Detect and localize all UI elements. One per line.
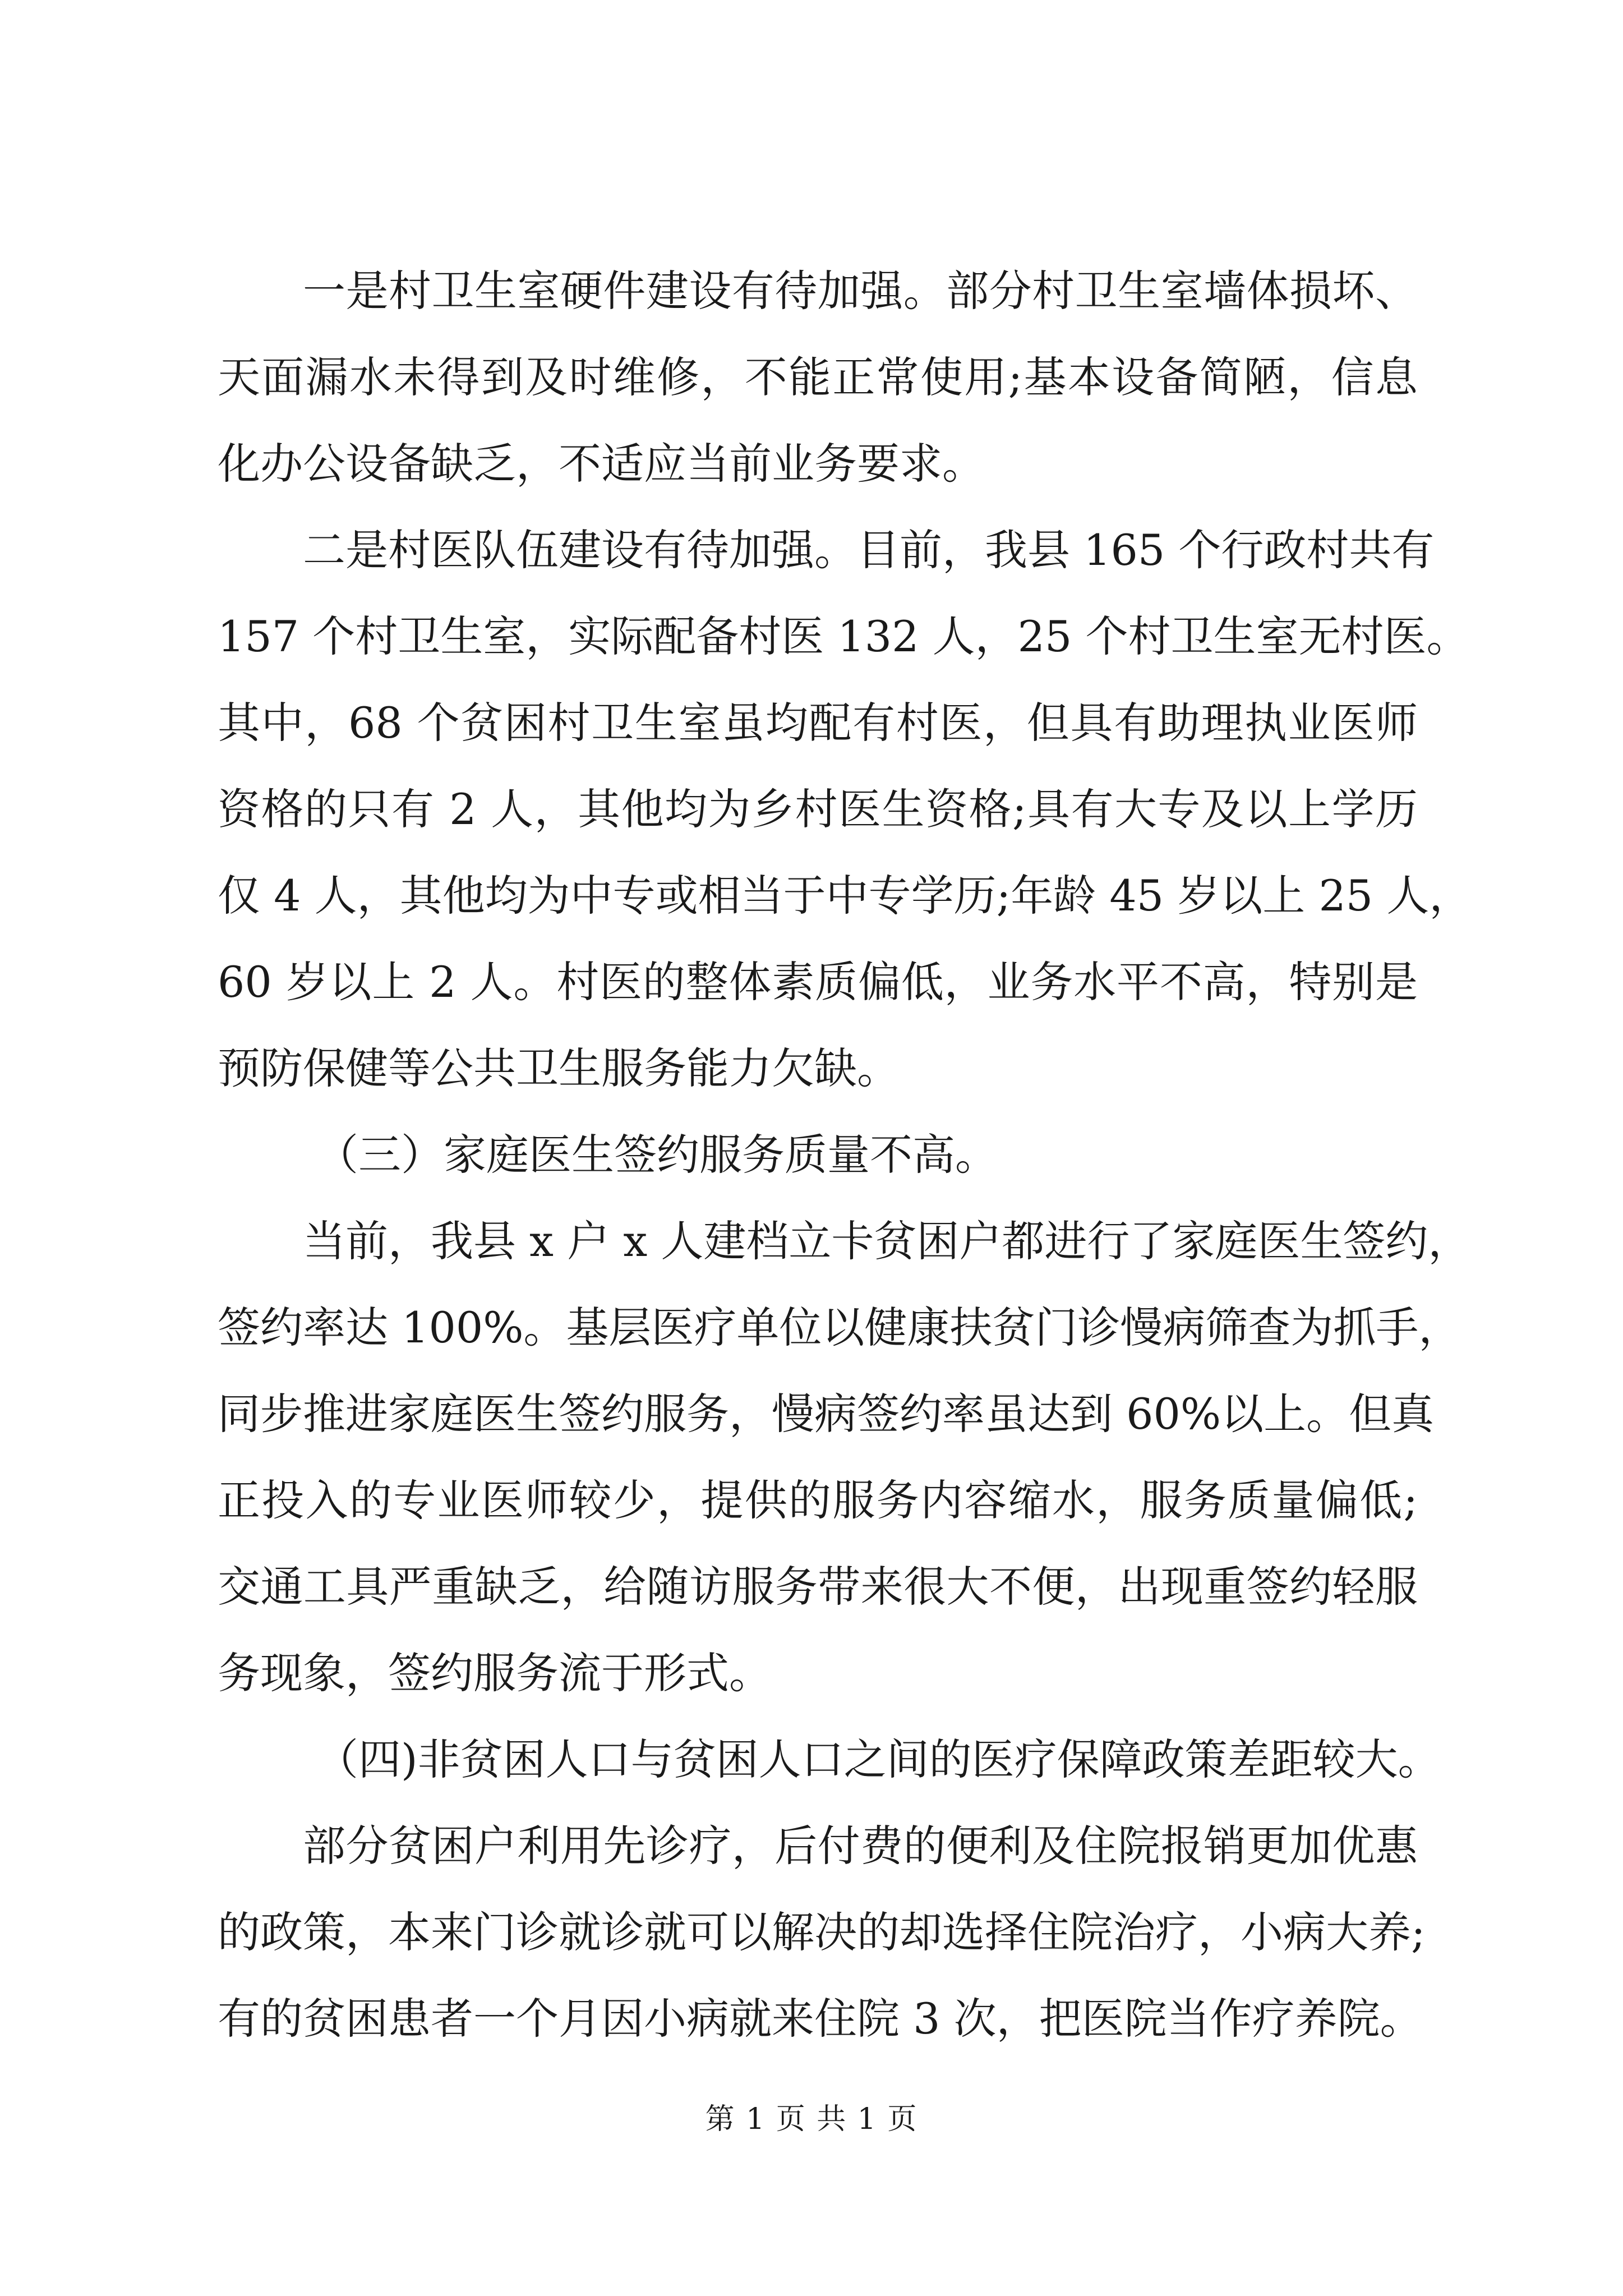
- section-heading-3: [218, 1112, 1418, 1198]
- paragraph-line: 157 个村卫生室，实际配备村医 132 人，25 个村卫生室无村医。: [218, 611, 1469, 661]
- page-number-label: 第 1 页 共 1 页: [705, 2102, 918, 2136]
- paragraph-line: 仅 4 人，其他均为中专或相当于中专学历;年龄 45 岁以上 25 人，: [218, 871, 1472, 921]
- paragraph-line: 60 岁以上 2 人。村医的整体素质偏低，业务水平不高，特别是: [218, 957, 1418, 1007]
- paragraph-3: [218, 1198, 1471, 1717]
- paragraph-line: 的政策，本来门诊就诊就可以解决的却选择住院治疗，小病大养;: [218, 1907, 1426, 1957]
- paragraph-line: 签约率达 100%。基层医疗单位以健康扶贫门诊慢病筛查为抓手，: [218, 1303, 1461, 1352]
- paragraph-line: 化办公设备缺乏，不适应当前业务要求。: [218, 439, 985, 489]
- paragraph-line: 当前，我县 x 户 x 人建档立卡贫困户都进行了家庭医生签约，: [303, 1216, 1471, 1266]
- heading-line: （四)非贫困人口与贫困人口之间的医疗保障政策差距较大。: [316, 1734, 1441, 1784]
- paragraph-2: [218, 507, 1472, 1112]
- paragraph-line: 正投入的专业医师较少，提供的服务内容缩水，服务质量偏低;: [218, 1475, 1418, 1525]
- paragraph-line: 一是村卫生室硬件建设有待加强。部分村卫生室墙体损坏、: [303, 266, 1418, 316]
- page-footer: [0, 2095, 1623, 2137]
- paragraph-line: 有的贫困患者一个月因小病就来住院 3 次，把医院当作疗养院。: [218, 1994, 1423, 2044]
- paragraph-line: 其中，68 个贫困村卫生室虽均配有村医，但具有助理执业医师: [218, 698, 1418, 748]
- paragraph-line: 资格的只有 2 人，其他均为乡村医生资格;具有大专及以上学历: [218, 784, 1418, 834]
- paragraph-line: 交通工具严重缺乏，给随访服务带来很大不便，出现重签约轻服: [218, 1562, 1418, 1612]
- paragraph-4: [218, 1803, 1426, 2062]
- paragraph-line: 二是村医队伍建设有待加强。目前，我县 165 个行政村共有: [303, 525, 1435, 575]
- paragraph-line: 部分贫困户利用先诊疗，后付费的便利及住院报销更加优惠: [303, 1821, 1418, 1871]
- paragraph-line: 预防保健等公共卫生服务能力欠缺。: [218, 1043, 900, 1093]
- section-heading-4: [218, 1717, 1441, 1803]
- heading-line: （三）家庭医生签约服务质量不高。: [316, 1130, 998, 1180]
- paragraph-1: [218, 248, 1418, 507]
- paragraph-line: 同步推进家庭医生签约服务，慢病签约率虽达到 60%以上。但真: [218, 1389, 1435, 1439]
- paragraph-line: 务现象，签约服务流于形式。: [218, 1648, 772, 1698]
- paragraph-line: 天面漏水未得到及时维修，不能正常使用;基本设备简陋，信息: [218, 352, 1418, 402]
- document-body: [218, 248, 1472, 2062]
